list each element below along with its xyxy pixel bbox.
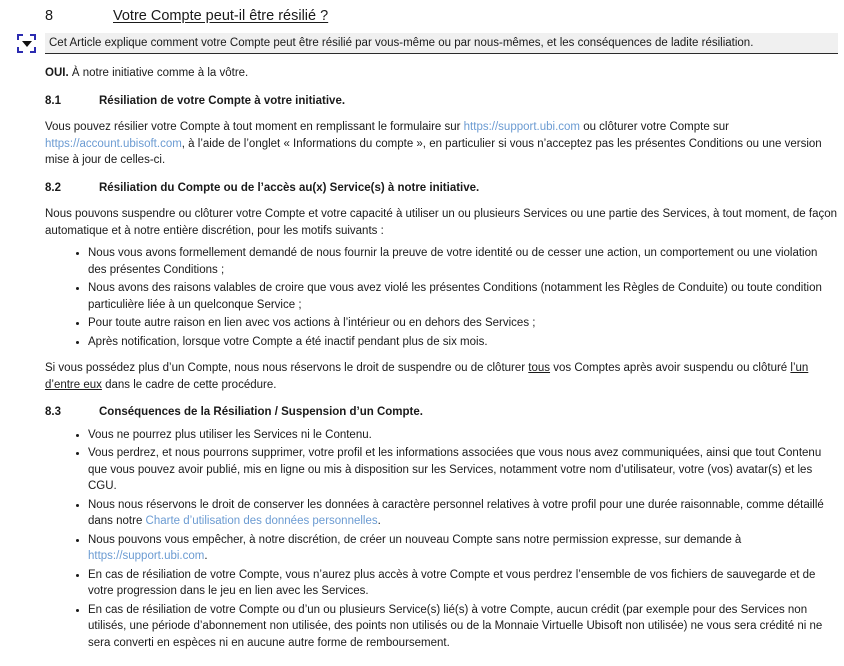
list-item xyxy=(45,530,838,565)
list-item-text: En cas de résiliation de votre Compte, vous n’aurez plus accès à votre Compte et vous perdrez l’ensemble de vos fichiers de sauvegarde et de votre progression dans le jeu en lien avec les Services. xyxy=(88,568,816,597)
emphasis-lun-dentre-eux: l’un d’entre eux xyxy=(45,362,809,391)
para-text-part: ou clôturer votre Compte sur xyxy=(580,121,729,133)
list-item-text: En cas de résiliation de votre Compte ou d’un ou plusieurs Service(s) lié(s) à votre Compte, aucun crédit (par exemple pour des Services non utilisés, une période d’abonnement non utilisée, des points non utilisés ou de la Monnaie Virtuelle Ubisoft non utilisée) ne vous sera crédité ni ne sera converti en espèces ni en aucune autre forme de remboursement. xyxy=(88,603,823,649)
para-text-part: , à l’aide de l’onglet « Informations du compte », en particulier si vous n’acceptez pas les présentes Conditions ou une version mise à jour de celles-ci. xyxy=(45,137,822,166)
intro-lead: OUI. xyxy=(45,67,69,79)
support-link[interactable]: https://support.ubi.com xyxy=(463,121,580,133)
section-summary-bar[interactable] xyxy=(45,33,838,54)
para-text-part: vos Comptes après avoir suspendu ou clôturé xyxy=(550,362,791,374)
para-text-part: dans le cadre de cette procédure. xyxy=(101,378,277,391)
list-item-text: Vous ne pourrez plus utiliser les Services ni le Contenu. xyxy=(88,428,372,441)
chevron-down-icon[interactable] xyxy=(17,34,36,53)
subsection-number-8-3: 8.3 xyxy=(45,406,61,418)
list-item xyxy=(45,425,838,444)
subsection-8-2-closing-paragraph xyxy=(45,350,838,393)
subsection-8-2-bullet-list xyxy=(45,239,838,350)
account-link[interactable]: https://account.ubisoft.com xyxy=(45,137,182,150)
subsection-heading-8-3 xyxy=(45,393,838,421)
subsection-title-8-1: Résiliation de votre Compte à votre initiative. xyxy=(99,94,346,107)
subsection-heading-8-2 xyxy=(45,169,838,197)
list-item xyxy=(45,600,838,652)
emphasis-tous: tous xyxy=(528,362,551,374)
subsection-title-8-2: Résiliation du Compte ou de l’accès au(x) Service(s) à notre initiative. xyxy=(99,181,480,194)
list-item xyxy=(45,565,838,600)
list-item: Après notification, lorsque votre Compte a été inactif pendant plus de six mois. xyxy=(45,332,838,351)
intro-paragraph xyxy=(45,55,838,82)
subsection-number-8-1: 8.1 xyxy=(45,94,61,107)
list-item: Nous avons des raisons valables de croire que vous avez violé les présentes Conditions (notamment les Règles de Conduite) ou toute condition particulière liée à un quelconque Service ; xyxy=(45,278,838,313)
support-link[interactable]: https://support.ubi.com xyxy=(88,550,205,562)
subsection-title-8-3: Conséquences de la Résiliation / Suspension d’un Compte. xyxy=(99,406,423,418)
subsection-heading-8-1 xyxy=(45,82,838,110)
list-item-text: Nous nous réservons le droit de conserver les données à caractère personnel relatives à votre profil pour une durée raisonnable, comme détaillé dans notre xyxy=(88,498,824,527)
section-number: 8 xyxy=(45,8,54,24)
summary-row xyxy=(0,33,844,55)
list-item xyxy=(45,495,838,530)
list-item-text: Nous pouvons vous empêcher, à notre discrétion, de créer un nouveau Compte sans notre permission expresse, sur demande à xyxy=(88,533,742,546)
caret-glyph xyxy=(22,41,32,47)
intro-rest: À notre initiative comme à la vôtre. xyxy=(68,67,249,79)
list-item-text-after: . xyxy=(377,515,381,527)
list-item: Nous vous avons formellement demandé de nous fournir la preuve de votre identité ou de cesser une action, un comportement ou une violation des présentes Conditions ; xyxy=(45,243,838,278)
section-summary-text: Cet Article explique comment votre Compte peut être résilié par vous-même ou par nous-mêmes, et les conséquences de ladite résiliation. xyxy=(49,36,754,49)
document-body xyxy=(0,55,844,651)
list-item: Pour toute autre raison en lien avec vos actions à l’intérieur ou en dehors des Services ; xyxy=(45,313,838,332)
subsection-number-8-2: 8.2 xyxy=(45,181,61,194)
list-item xyxy=(45,443,838,495)
subsection-8-3-bullet-list xyxy=(45,421,838,652)
page-title: Votre Compte peut-il être résilié ? xyxy=(113,8,329,24)
list-item-text: Vous perdrez, et nous pourrons supprimer, votre profil et les informations associées que vous nous avez communiquées, ainsi que tout Contenu que vous pouvez avoir publié, mis en ligne ou mis à disposition sur les Services, notamment votre nom d’utilisateur, votre (vos) avatar(s) et les CGU. xyxy=(88,447,822,492)
subsection-8-2-paragraph: Nous pouvons suspendre ou clôturer votre Compte et votre capacité à utiliser un ou plusieurs Services ou une partie des Services, à tout moment, de façon automatique et à notre entière discrétion, pour les motifs suivants : xyxy=(45,208,838,237)
para-text-part: Vous pouvez résilier votre Compte à tout moment en remplissant le formulaire sur xyxy=(45,121,464,133)
list-item-text-after: . xyxy=(204,550,208,562)
section-heading xyxy=(0,0,844,26)
subsection-8-1-paragraph xyxy=(45,109,838,169)
privacy-policy-link[interactable]: Charte d’utilisation des données personnelles xyxy=(145,515,378,527)
para-text-part: Si vous possédez plus d’un Compte, nous nous réservons le droit de suspendre ou de clôturer xyxy=(45,362,529,374)
